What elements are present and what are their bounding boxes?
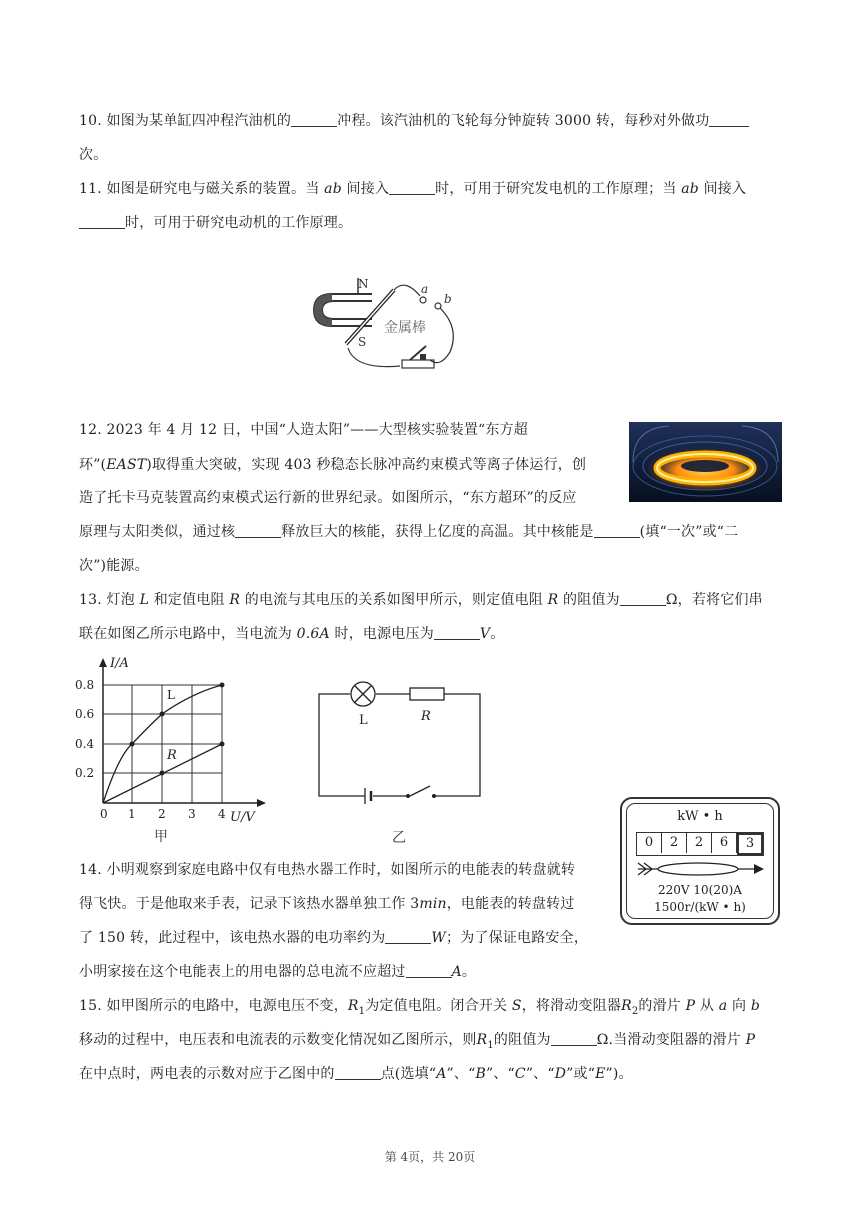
q15-text: 的阻值为: [493, 1032, 551, 1048]
meter-digit: 2: [662, 833, 687, 853]
q11-text: 间接入: [698, 181, 747, 197]
x-tick-label: 1: [128, 807, 136, 821]
q10-text: 次。: [79, 147, 108, 163]
q13-text: Ω，若将它们串: [665, 592, 763, 608]
q14-line-2: [79, 894, 575, 914]
q12-text: )取得重大突破，实现 403 秒稳态长脉冲高约束模式等离子体运行，创: [146, 457, 587, 473]
q15-text: 从: [695, 998, 719, 1014]
q11-text: 时，可用于研究电动机的工作原理。: [125, 215, 353, 231]
y-axis-label: I/A: [110, 656, 129, 671]
q10-line-2: [79, 145, 107, 165]
x-tick-label: 2: [158, 807, 166, 821]
q15-subscript: 1: [358, 1005, 366, 1017]
y-tick-label: 0.2: [75, 766, 95, 780]
answer-blank: [620, 591, 666, 606]
circuit-caption: 乙: [392, 830, 406, 846]
q13-var: L: [139, 592, 150, 608]
q15-text: ”或“: [566, 1066, 596, 1082]
y-tick-label: 0.8: [75, 678, 95, 692]
q15-var: b: [750, 998, 761, 1014]
energy-meter: [620, 797, 780, 925]
q14-text: 得飞快。于是他取来手表，记录下该热水器单独工作 3: [79, 896, 420, 912]
meter-digit: 6: [712, 833, 737, 853]
meter-digit-decimal: 3: [737, 833, 763, 855]
meter-rating: 220V 10(20)A: [658, 883, 742, 897]
terminal-b-label: b: [444, 292, 452, 306]
x-tick-label: 4: [218, 807, 226, 821]
q14-line-1: [79, 860, 575, 880]
q15-var: a: [718, 998, 728, 1014]
terminal-a-label: a: [421, 282, 429, 296]
page-footer: 第 4页，共 20页: [384, 1150, 476, 1164]
q13-var: R: [229, 592, 241, 608]
q15-text: 在中点时，两电表的示数对应于乙图中的: [79, 1066, 335, 1082]
q13-text: 和定值电阻: [149, 592, 230, 608]
q15-text: ”)。: [605, 1066, 633, 1082]
q10-line-1: [79, 111, 749, 131]
answer-blank: [551, 1031, 597, 1046]
answer-blank: [406, 963, 452, 978]
q13-var: R: [547, 592, 559, 608]
q13-text: 。: [490, 626, 505, 642]
metal-rod-label: 金属棒: [384, 320, 426, 336]
q12-line-1: [79, 420, 528, 440]
tokamak-image: [629, 422, 782, 502]
q15-var: R: [347, 998, 359, 1014]
q13-line-1: [79, 590, 763, 610]
q13-text: 13. 灯泡: [79, 592, 140, 608]
q15-text: ，将滑动变阻器: [521, 998, 622, 1014]
q12-line-4: [79, 522, 738, 542]
q15-text: ”、“: [446, 1066, 476, 1082]
x-axis-label: U/V: [230, 810, 255, 825]
q11-var-ab: ab: [681, 181, 699, 197]
q14-text: ，电能表的转盘转过: [446, 896, 575, 912]
q11-line-2: [79, 213, 352, 233]
q15-text: 为定值电阻。闭合开关: [365, 998, 512, 1014]
q12-line-3: [79, 488, 577, 508]
q13-circuit-yi: [310, 678, 490, 848]
q13-line-2: [79, 624, 504, 644]
answer-blank: [235, 523, 281, 538]
q15-text: 的滑片: [638, 998, 686, 1014]
q15-option: E: [595, 1066, 606, 1082]
answer-blank: [79, 214, 125, 229]
q15-text: 移动的过程中，电压表和电流表的示数变化情况如乙图所示，则: [79, 1032, 477, 1048]
lamp-label: L: [359, 713, 368, 728]
answer-blank: [385, 929, 431, 944]
q15-text: 点(选填“: [380, 1066, 437, 1082]
q11-var-ab: ab: [324, 181, 342, 197]
q14-unit: A: [451, 964, 462, 980]
meter-digit: 2: [687, 833, 712, 853]
q14-text: 了 150 转，此过程中，该电热水器的电功率约为: [79, 930, 386, 946]
q12-line-5: [79, 556, 149, 576]
q12-line-2: [79, 455, 586, 475]
q10-text: 10. 如图为某单缸四冲程汽油机的: [79, 113, 292, 129]
q15-option: C: [514, 1066, 526, 1082]
meter-constant: 1500r/(kW • h): [654, 900, 746, 914]
q13-graph-jia: [74, 655, 274, 845]
line-r-label: R: [167, 748, 177, 763]
q12-text: 次”)能源。: [79, 558, 149, 574]
q15-text: 15. 如甲图所示的电路中，电源电压不变，: [79, 998, 348, 1014]
q12-text: 原理与太阳类似，通过核: [79, 524, 236, 540]
y-tick-label: 0.4: [75, 737, 95, 751]
answer-blank: [389, 180, 435, 195]
q15-line-1: [79, 996, 760, 1022]
q15-text: Ω.当滑动变阻器的滑片: [596, 1032, 746, 1048]
q12-text: (填“一次”或“二: [639, 524, 739, 540]
q15-option: D: [554, 1066, 567, 1082]
meter-digit: 0: [637, 833, 662, 853]
meter-dial-arrow: [636, 859, 766, 879]
q15-text: ”、“: [485, 1066, 515, 1082]
q14-line-3: [79, 928, 588, 948]
q11-text: 11. 如图是研究电与磁关系的装置。当: [79, 181, 325, 197]
curve-l-label: L: [167, 688, 175, 702]
q14-text: ；为了保证电路安全，: [446, 930, 589, 946]
q15-var: S: [511, 998, 522, 1014]
magnet-n-label: N: [358, 277, 369, 291]
x-tick-label: 3: [188, 807, 196, 821]
q13-text: 联在如图乙所示电路中，当电流为: [79, 626, 297, 642]
q14-unit: W: [431, 930, 447, 946]
q11-magnet-figure: [310, 268, 480, 380]
q13-text: 的阻值为: [558, 592, 620, 608]
q15-line-2: [79, 1030, 755, 1056]
q15-var: R: [476, 1032, 488, 1048]
magnet-s-label: S: [358, 335, 367, 349]
q13-text: 的电流与其电压的关系如图甲所示，则定值电阻: [240, 592, 548, 608]
q11-text: 时，可用于研究发电机的工作原理；当: [435, 181, 682, 197]
q15-var: P: [745, 1032, 756, 1048]
q12-text: 环”(: [79, 457, 107, 473]
q14-text: 。: [461, 964, 477, 980]
q12-text: 12. 2023 年 4 月 12 日，中国“人造太阳”——大型核实验装置“东方超: [79, 422, 528, 438]
q14-text: 小明家接在这个电能表上的用电器的总电流不应超过: [79, 964, 406, 980]
answer-blank: [709, 112, 749, 127]
q12-text: 释放巨大的核能，获得上亿度的高温。其中核能是: [281, 524, 594, 540]
answer-blank: [594, 523, 640, 538]
q15-option: A: [436, 1066, 447, 1082]
q15-subscript: 2: [631, 1005, 639, 1017]
q11-text: 间接入: [341, 181, 390, 197]
answer-blank: [335, 1065, 381, 1080]
q14-text: 14. 小明观察到家庭电路中仅有电热水器工作时，如图所示的电能表的转盘就转: [79, 862, 576, 878]
q15-option: B: [475, 1066, 486, 1082]
resistor-label: R: [421, 709, 431, 724]
q14-unit-min: min: [419, 896, 447, 912]
q15-line-3: [79, 1064, 633, 1084]
q14-line-4: [79, 962, 476, 982]
q15-text: 向: [727, 998, 751, 1014]
x-tick-label: 0: [100, 807, 108, 821]
q10-text: 冲程。该汽油机的飞轮每分钟旋转 3000 转，每秒对外做功: [337, 113, 710, 129]
q13-text: 时，电源电压为: [329, 626, 434, 642]
q13-unit: V: [479, 626, 491, 642]
q12-east: EAST: [106, 457, 147, 473]
y-tick-label: 0.6: [75, 707, 95, 721]
q15-var: R: [621, 998, 632, 1014]
meter-unit: kW • h: [677, 809, 723, 824]
q11-line-1: [79, 179, 746, 199]
q15-text: ”、“: [525, 1066, 555, 1082]
q13-current: 0.6A: [296, 626, 330, 642]
graph-caption: 甲: [154, 829, 168, 845]
q15-var: P: [685, 998, 696, 1014]
q15-subscript: 1: [487, 1039, 494, 1051]
answer-blank: [291, 112, 337, 127]
meter-digits: [636, 832, 764, 856]
answer-blank: [434, 625, 480, 640]
q12-text: 造了托卡马克装置高约束模式运行新的世界纪录。如图所示，“东方超环”的反应: [79, 490, 577, 506]
